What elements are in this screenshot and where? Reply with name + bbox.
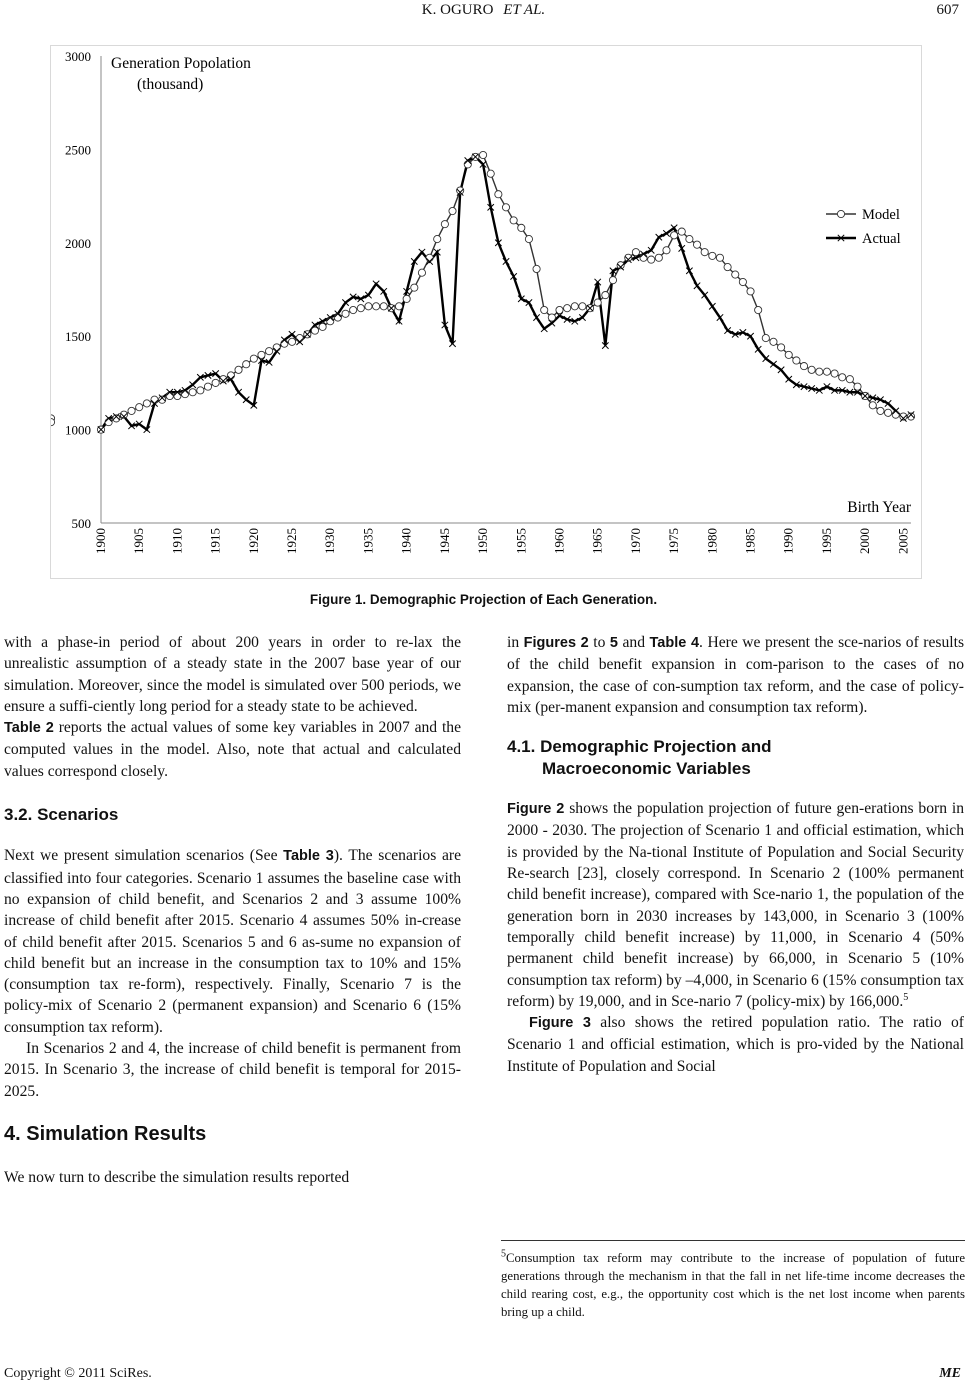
model-point [762,334,769,341]
x-tick-label: 1900 [93,528,108,554]
paragraph-text: shows the population projection of future gen-erations born in 2000 - 2030. The projection of Scenario 1 and official estimation, which is provided by the Na-tional Institute of Population and Social Security Re-search [23], closely correspond. In Scenario 2 (100% permanent child benefit increase), compared with Sce-nario 1, the population of the generation born in 2030 increases by 143,000, in Scenario 3 (100% temporally child benefit increase) by 11,000, in Scenario 4 (50% permanent child benefit increase) by 66,000, in Scenario 5 (10% consumption tax reform) by –4,000, in Scenario 6 (15% consumption tax reform) by 19,000, and in Sce-nario 7 (policy-mix) by 166,000. [507,800,964,1010]
model-point [426,254,433,261]
model-point [395,303,402,310]
journal-abbrev: ME [939,1366,961,1381]
figure-ref[interactable]: Figure 3 [529,1015,591,1032]
x-tick-label: 1905 [131,528,147,554]
model-point [518,224,525,231]
x-tick-label: 1935 [360,528,376,554]
model-point [701,249,708,256]
x-tick-label: 1915 [207,528,223,554]
model-point [693,241,700,248]
model-point [143,400,150,407]
model-point [342,310,349,317]
x-tick-label: 1985 [742,528,758,554]
model-point [357,305,364,312]
x-tick-labels [93,528,910,554]
x-tick-label: 1920 [245,528,261,554]
paragraph-text: Next we present simulation scenarios (See [4,847,284,865]
paragraph-text: to [588,634,610,651]
y-tick-label: 1500 [65,329,91,345]
model-point [839,374,846,381]
x-tick-label: 1940 [398,528,414,554]
actual-point [289,331,295,337]
footnote-number: 5 [501,1248,506,1260]
model-point [884,409,891,416]
section-heading-line1: 4.1. Demographic Projection and [507,737,772,757]
x-tick-label: 1970 [627,528,643,554]
model-point [434,235,441,242]
x-tick-label: 1960 [551,528,567,554]
model-point [831,370,838,377]
model-point [350,306,357,313]
actual-point [541,326,547,332]
actual-point [243,397,249,403]
actual-point [701,292,707,298]
actual-point [778,367,784,373]
series-line-model [101,155,911,430]
model-point [525,235,532,242]
model-point [204,383,211,390]
section-heading: 4. Simulation Results [4,1122,207,1145]
model-point [892,411,899,418]
legend-label-actual: Actual [862,231,901,247]
model-point [418,269,425,276]
paragraph-text: . Here we present the sce-narios of results of the child benefit expansion in com-parison to the cases of no expansion, the case of con-sumption tax reform, and the case of policy-mix (per-manent expansion and consumption tax reform). [507,634,965,716]
model-point [136,404,143,411]
model-point [533,265,540,272]
section-heading: 3.2. Scenarios [4,805,119,825]
series-lines [101,155,911,430]
model-point [747,288,754,295]
y-tick-label: 3000 [65,49,91,64]
paragraph [4,717,461,782]
model-point [166,392,173,399]
model-point [816,368,823,375]
legend-marker-model [837,210,844,217]
running-header [0,2,967,26]
figure-1-frame [50,45,922,579]
x-tick-label: 1995 [818,528,834,554]
x-tick-label: 1975 [666,528,682,554]
model-point [648,256,655,263]
model-point [579,303,586,310]
model-point [793,357,800,364]
model-point [846,376,853,383]
model-point [403,295,410,302]
model-point [716,254,723,261]
running-head-authors: K. OGURO [421,2,494,18]
table-ref[interactable]: Table 4 [649,635,700,651]
model-point [609,277,616,284]
legend-label-model: Model [862,207,900,223]
model-point [273,344,280,351]
x-tick-label: 1910 [169,528,185,554]
model-point [571,303,578,310]
y-tick-labels [65,49,91,531]
model-point [212,379,219,386]
y-tick-label: 500 [71,516,91,531]
model-point [128,407,135,414]
model-point [770,338,777,345]
model-point [671,232,678,239]
chart-title: Generation Popolation [111,55,251,72]
model-point [281,340,288,347]
model-point [823,368,830,375]
model-point [243,361,250,368]
model-point [372,303,379,310]
model-point [724,263,731,270]
model-point [487,170,494,177]
actual-point [342,299,348,305]
section-heading-line2: Macroeconomic Variables [542,759,751,779]
model-point [510,217,517,224]
model-point [380,303,387,310]
paragraph [507,798,964,1012]
model-point [51,419,55,426]
x-tick-label: 1990 [780,528,796,554]
paragraph-text: in [507,634,524,651]
x-tick-label: 2000 [857,528,873,554]
paragraph-text: also shows the retired population ratio. The ratio of Scenario 1 and official estimation, which is pro-vided by the National Institute of Population and Social [507,1014,965,1075]
model-point [266,348,273,355]
x-tick-label: 1965 [589,528,605,554]
paragraph-text: ). The scenarios are classified into four categories. Scenario 1 assumes the baseline case with no expansion of child benefit, and Scenarios 2 and 3 assume 100% increase of child benefit after 2015. Scenario 4 assumes 50% in-crease of child benefit after 2015. Scenarios 5 and 6 as-sume no expansion of child benefit but an increase in the consumption tax to 10% and 15% (consumption tax re-form), respectively. Finally, Scenario 7 is the policy-mix of Scenario 2 (permanent expansion) and Scenario 6 (15% consumption tax reform). [4,847,461,1036]
model-point [411,284,418,291]
model-point [877,407,884,414]
running-head [0,2,967,19]
figure-ref[interactable]: Figures 2 [523,635,589,651]
x-tick-label: 1925 [284,528,300,554]
model-point [327,318,334,325]
model-point [181,391,188,398]
model-point [808,366,815,373]
chart-title-unit: (thousand) [137,76,204,93]
model-point [686,235,693,242]
model-point [739,278,746,285]
actual-point [189,382,195,388]
model-point [105,419,112,426]
figure-ref[interactable]: 5 [609,635,618,651]
model-point [640,254,647,261]
paragraph [507,632,964,718]
model-point [755,306,762,313]
model-point [235,366,242,373]
paragraph: We now turn to describe the simulation results reported [4,1169,350,1187]
figure-ref[interactable]: Figure 2 [507,801,565,818]
model-point [777,344,784,351]
model-point [564,305,571,312]
model-point [541,306,548,313]
x-tick-label: 1980 [704,528,720,554]
model-point [151,396,158,403]
series-line-actual [101,157,911,430]
model-point [678,228,685,235]
paragraph: In Scenarios 2 and 4, the increase of child benefit is permanent from 2015. In Scenario 3, the increase of child benefit is temporal for 2015-2025. [4,1040,461,1100]
model-point [464,161,471,168]
model-point [869,402,876,409]
paragraph: with a phase-in period of about 200 years in order to re-lax the unrealistic assumption of a steady state in the 2007 base year of our simulation. Moreover, since the model is simulated over 500 periods, we ensure a suffi-ciently long period for a steady state to be achieved. [4,634,461,715]
model-point [602,292,609,299]
running-head-etal: ET AL. [503,2,546,18]
x-tick-label: 1945 [436,528,452,554]
model-point [663,247,670,254]
footnote-mark[interactable]: 5 [903,991,909,1003]
page-number: 607 [936,2,959,18]
chart-axes [101,56,911,523]
x-axis-label: Birth Year [847,499,911,516]
actual-point [770,361,776,367]
model-point [709,252,716,259]
table-ref[interactable]: Table 2 [4,720,54,737]
model-point [502,204,509,211]
y-tick-label: 1000 [65,422,91,438]
x-tick-label: 1930 [322,528,338,554]
model-point [441,221,448,228]
right-column [507,632,964,1077]
model-point [174,392,181,399]
model-point [250,355,257,362]
chart-legend [826,207,901,247]
model-point [800,362,807,369]
model-point [227,372,234,379]
model-point [785,351,792,358]
x-tick-label: 2005 [895,528,911,554]
actual-point [373,281,379,287]
model-point [296,334,303,341]
paragraph [507,1012,964,1077]
model-point [732,271,739,278]
model-point [189,389,196,396]
model-point [655,254,662,261]
x-tick-label: 1950 [475,528,491,554]
paragraph-text: reports the actual values of some key variables in 2007 and the computed values in the model. Also, note that actual and calculated values correspond closely. [4,719,461,780]
model-point [197,387,204,394]
y-tick-label: 2500 [65,142,91,158]
copyright: Copyright © 2011 SciRes. [4,1366,152,1381]
model-point [365,303,372,310]
actual-point [419,249,425,255]
model-point [288,338,295,345]
actual-point [763,355,769,361]
table-ref[interactable]: Table 3 [283,848,334,865]
actual-point [786,376,792,382]
paragraph-text: and [617,634,650,651]
model-point [495,191,502,198]
model-point [479,151,486,158]
footnote [501,1240,965,1321]
actual-point [709,303,715,309]
paragraph [4,845,461,1038]
figure-caption: Figure 1. Demographic Projection of Each Generation. [309,592,658,607]
model-point [449,207,456,214]
left-column [4,632,461,1189]
model-point [594,299,601,306]
generation-population-chart [51,46,921,578]
y-tick-label: 2000 [65,235,91,251]
model-point [334,314,341,321]
x-tick-label: 1955 [513,528,529,554]
footnote-text: Consumption tax reform may contribute to the increase of population of future generations through the mechanism in that the fall in net life-time income decreases the child rearing cost, e.g., the opportunity cost which is the net lost income when parents bring up a child. [501,1251,965,1319]
section-heading [507,736,964,780]
